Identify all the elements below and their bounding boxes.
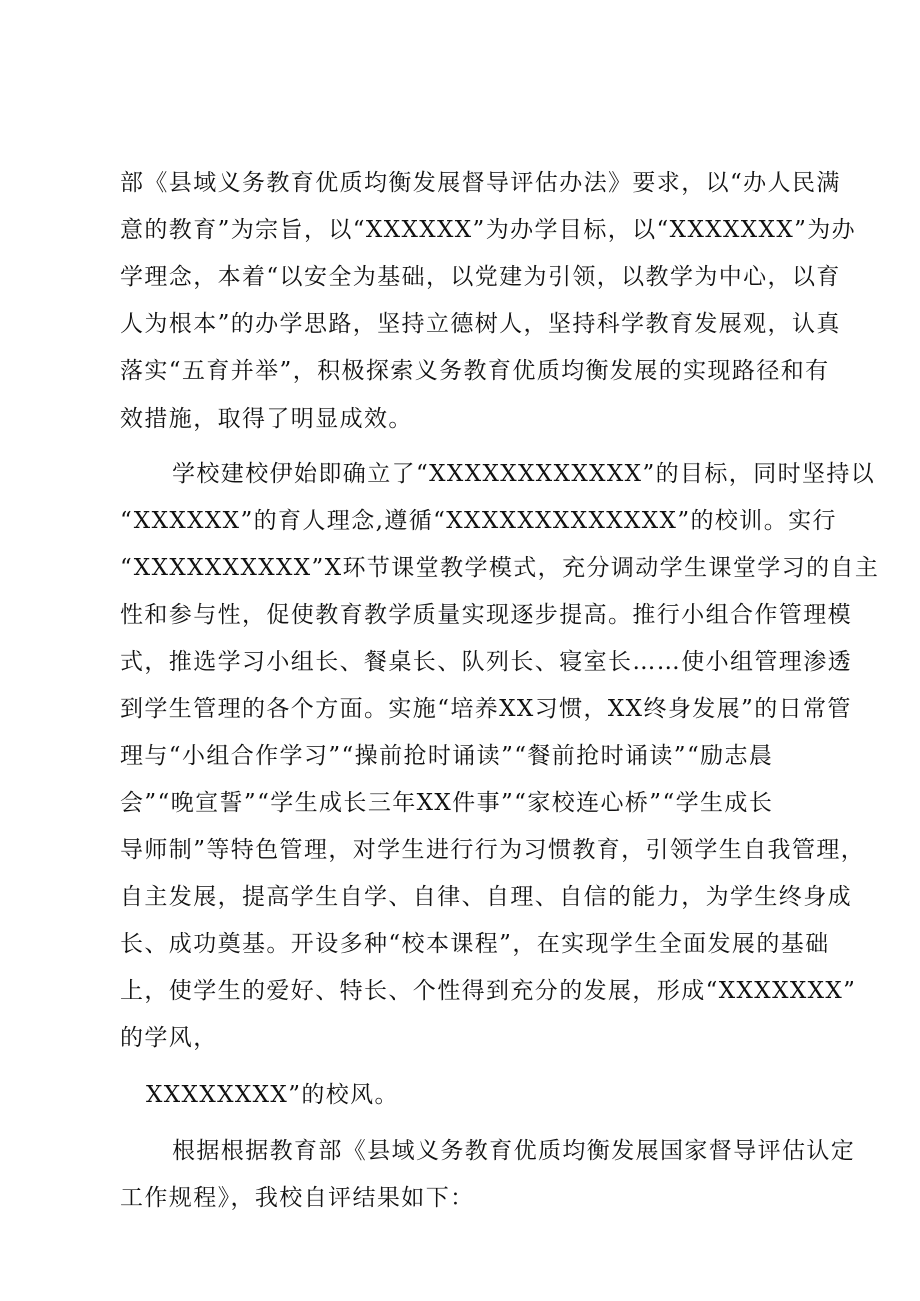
paragraph-1-line-2: 意的教育”为宗旨，以“XXXXXX”为办学目标，以“XXXXXXX”为办 <box>120 217 857 243</box>
paragraph-2-line-1: 学校建校伊始即确立了“XXXXXXXXXXXX”的目标，同时坚持以 <box>172 461 876 487</box>
paragraph-2-line-7: 理与“小组合作学习”“操前抢时诵读”“餐前抢时诵读”“励志晨 <box>120 743 774 769</box>
paragraph-2-line-10: 自主发展，提高学生自学、自律、自理、自信的能力，为学生终身成 <box>120 884 852 910</box>
paragraph-2-line-6: 到学生管理的各个方面。实施“培养XX习惯，XX终身发展”的日常管 <box>120 696 852 722</box>
paragraph-2-line-11: 长、成功奠基。开设多种“校本课程”，在实现学生全面发展的基础 <box>120 931 830 957</box>
paragraph-2-line-5: 式，推选学习小组长、餐桌长、队列长、寝室长……使小组管理渗透 <box>120 649 852 675</box>
paragraph-2-line-2: “XXXXXX”的育人理念,遵循“XXXXXXXXXXXXX”的校训。实行 <box>120 508 837 534</box>
paragraph-4-line-2: 工作规程》，我校自评结果如下： <box>120 1185 475 1211</box>
paragraph-2-line-12: 上，使学生的爱好、特长、个性得到充分的发展，形成“XXXXXXX” <box>120 978 857 1004</box>
paragraph-1-line-4: 人为根本”的办学思路，坚持立德树人，坚持科学教育发展观，认真 <box>120 311 841 337</box>
paragraph-2-line-8: 会”“晚宣誓”“学生成长三年XX件事”“家校连心桥”“学生成长 <box>120 790 774 816</box>
paragraph-1-line-1: 部《县域义务教育优质均衡发展督导评估办法》要求，以“办人民满 <box>120 170 841 196</box>
paragraph-2-line-4: 性和参与性，促使教育教学质量实现逐步提高。推行小组合作管理模 <box>120 602 852 628</box>
paragraph-1-line-5: 落实“五育并举”，积极探索义务教育优质均衡发展的实现路径和有 <box>120 358 830 384</box>
paragraph-3-line-1: XXXXXXXX”的校风。 <box>146 1082 399 1108</box>
paragraph-2-line-3: “XXXXXXXXXX”X环节课堂教学模式，充分调动学生课堂学习的自主 <box>120 555 880 581</box>
paragraph-1-line-6: 效措施，取得了明显成效。 <box>120 406 413 432</box>
paragraph-1-line-3: 学理念，本着“以安全为基础，以党建为引领，以教学为中心，以育 <box>120 264 841 290</box>
paragraph-2-line-9: 导师制”等特色管理，对学生进行行为习惯教育，引领学生自我管理， <box>120 837 866 863</box>
paragraph-2-line-13: 的学风， <box>120 1025 218 1051</box>
paragraph-4-line-1: 根据根据教育部《县域义务教育优质均衡发展国家督导评估认定 <box>172 1138 856 1164</box>
